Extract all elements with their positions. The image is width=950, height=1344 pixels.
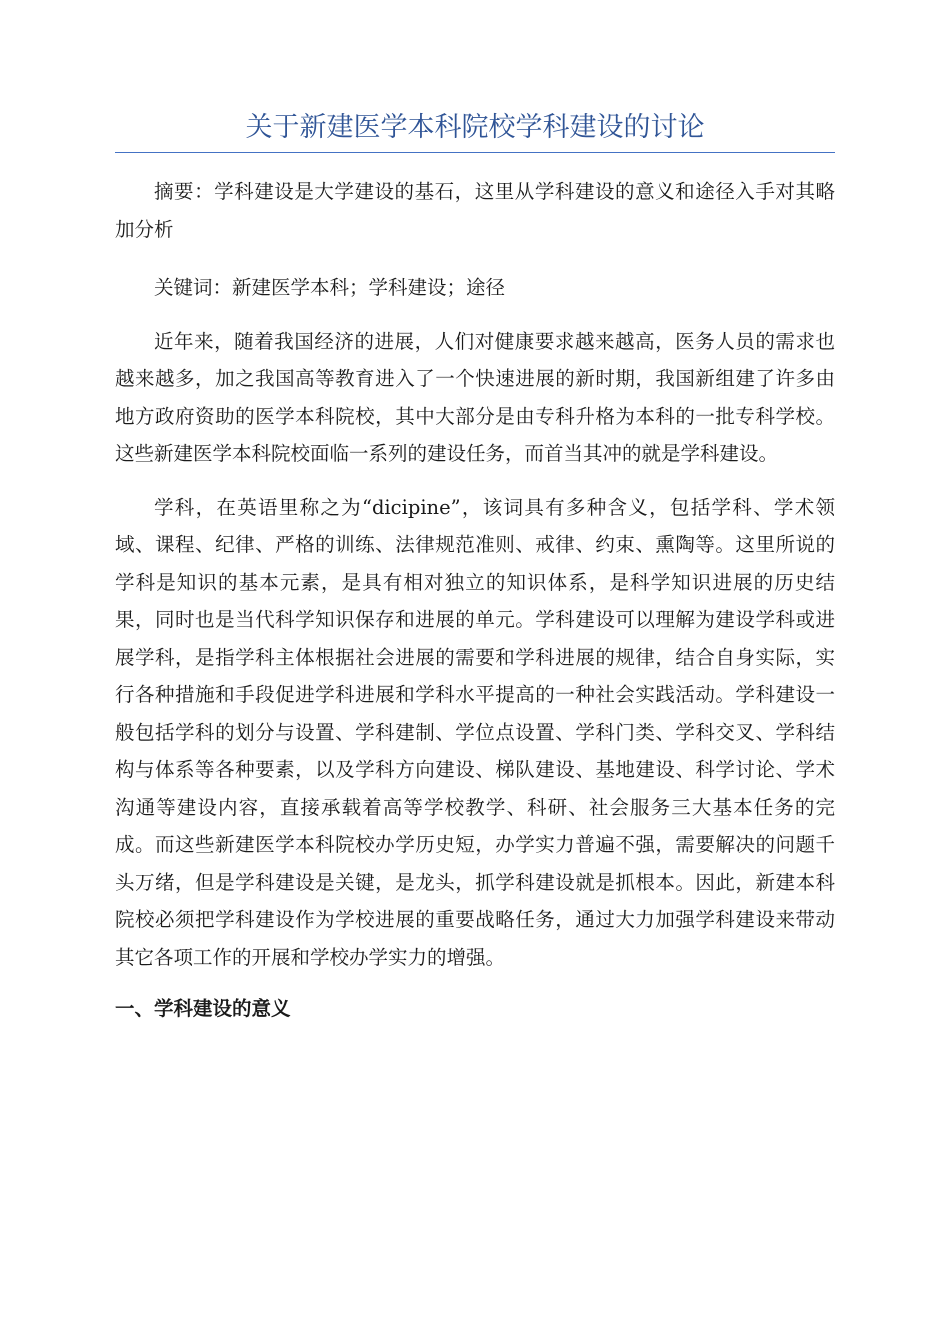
section-heading: 一、学科建设的意义 (115, 997, 291, 1020)
abstract-paragraph: 摘要：学科建设是大学建设的基石，这里从学科建设的意义和途径入手对其略加分析 (115, 180, 835, 241)
keywords-paragraph: 关键词：新建医学本科；学科建设；途径 (154, 276, 506, 299)
document-page (115, 108, 835, 1028)
document-title: 关于新建医学本科院校学科建设的讨论 (115, 108, 835, 153)
body-paragraph: 学科，在英语里称之为“dicipine”，该词具有多种含义，包括学科、学术领域、课程、纪律、严格的训练、法律规范准则、戒律、约束、熏陶等。这里所说的学科是知识的基本元素，是具有相对独立的知识体系，是科学知识进展的历史结果，同时也是当代科学知识保存和进展的单元。学科建设可以理解为建设学科或进展学科，是指学科主体根据社会进展的需要和学科进展的规律，结合自身实际，实行各种措施和手段促进学科进展和学科水平提高的一种社会实践活动。学科建设一般包括学科的划分与设置、学科建制、学位点设置、学科门类、学科交叉、学科结构与体系等各种要素，以及学科方向建设、梯队建设、基地建设、科学讨论、学术沟通等建设内容，直接承载着高等学校教学、科研、社会服务三大基本任务的完成。而这些新建医学本科院校办学历史短，办学实力普遍不强，需要解决的问题千头万绪，但是学科建设是关键，是龙头，抓学科建设就是抓根本。因此，新建本科院校必须把学科建设作为学校进展的重要战略任务，通过大力加强学科建设来带动其它各项工作的开展和学校办学实力的增强。 (115, 495, 835, 969)
body-paragraph: 近年来，随着我国经济的进展，人们对健康要求越来越高，医务人员的需求也越来越多，加之我国高等教育进入了一个快速进展的新时期，我国新组建了许多由地方政府资助的医学本科院校，其中大部分是由专科升格为本科的一批专科学校。这些新建医学本科院校面临一系列的建设任务，而首当其冲的就是学科建设。 (115, 329, 835, 465)
